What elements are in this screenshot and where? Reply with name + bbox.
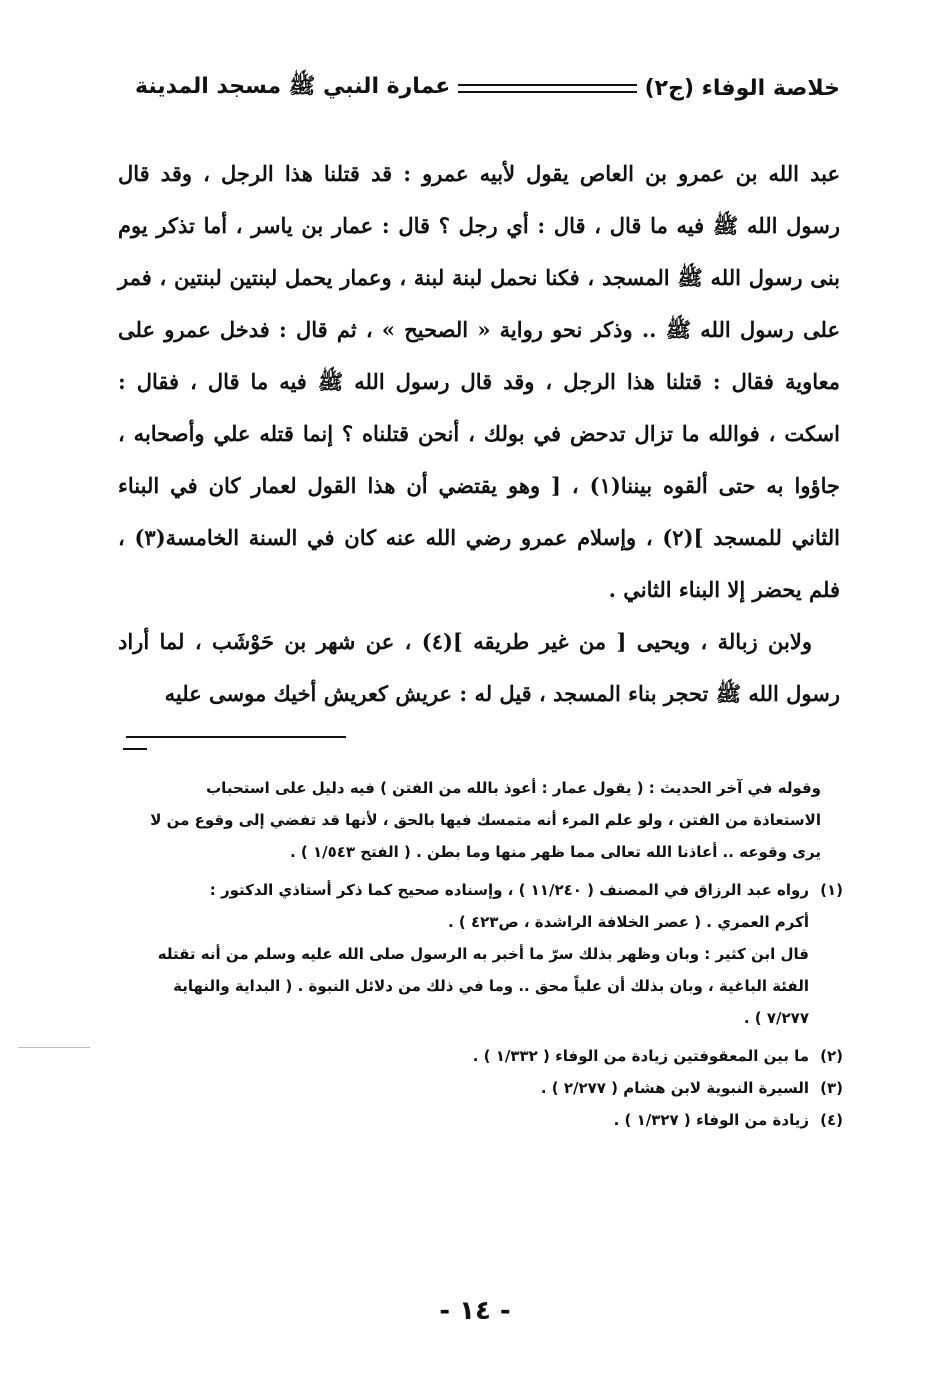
footnote-line: الاستعاذة من الفتن ، ولو علم المرء أنه متمسك فيها بالحق ، لأنها قد تفضي إلى وقوع من لا <box>150 811 821 829</box>
footnote-line: قال ابن كثير : وبان وظهر بذلك سرّ ما أخبر به الرسول صلى الله عليه وسلم من أنه تقتله <box>157 945 809 963</box>
footnote-number: (١) <box>820 881 843 899</box>
footnote-number: (٢) <box>820 1047 843 1065</box>
footnote-4 <box>118 1104 843 1136</box>
body-paragraph-1: عبد الله بن عمرو بن العاص يقول لأبيه عمرو : قد قتلنا هذا الرجل ، وقد قال رسول الله ﷺ فيه ما قال ، قال : أي رجل ؟ قال : عمار بن ياسر ، أما تذكر يوم بنى رسول الله ﷺ المسجد ، فكنا نحمل لبنة لبنة ، وعمار يحمل لبنتين لبنتين ، فمر على رسول الله ﷺ .. وذكر نحو رواية « الصحيح » ، ثم قال : فدخل عمرو على معاوية فقال : قتلنا هذا الرجل ، وقد قال رسول الله ﷺ فيه ما قال ، فقال : اسكت ، فوالله ما تزال تدحض في بولك ، أنحن قتلناه ؟ إنما قتله علي وأصحابه ، جاؤوا به حتى ألقوه بيننا(١) ، [ وهو يقتضي أن هذا القول لعمار كان في البناء الثاني للمسجد ](٢) ، وإسلام عمرو رضي الله عنه كان في السنة الخامسة(٣) ، فلم يحضر إلا البناء الثاني . <box>118 161 840 602</box>
footnote-2 <box>118 1040 843 1072</box>
footnote-line: وقوله في آخر الحديث : ( يقول عمار : أعوذ بالله من الفتن ) فيه دليل على استحباب <box>206 779 821 797</box>
section-title: عمارة النبي ﷺ مسجد المدينة <box>135 74 451 99</box>
footnote-number: (٣) <box>820 1079 843 1097</box>
footnote-line: السيرة النبوية لابن هشام ( ٢/٢٧٧ ) . <box>540 1079 809 1097</box>
footnote-separator <box>126 736 346 738</box>
footnote-line: ٧/٢٧٧ ) . <box>743 1009 809 1027</box>
header-rule <box>458 84 636 93</box>
footnote-line: ما بين المعقوفتين زيادة من الوفاء ( ١/٣٣٢ ) . <box>472 1047 809 1065</box>
page-number: - ١٤ - <box>439 1296 511 1326</box>
body-paragraph-2: ولابن زبالة ، ويحيى [ من غير طريقه ](٤) ، عن شهر بن حَوْشَب ، لما أراد رسول الله ﷺ تحجر بناء المسجد ، قيل له : عريش كعريش أخيك موسى عليه <box>118 629 840 706</box>
footnotes <box>118 772 843 1136</box>
footnote-1 <box>118 874 843 1034</box>
footnote-continuation-mark <box>123 748 147 750</box>
running-header <box>135 70 840 106</box>
footnote-line: أكرم العمري . ( عصر الخلافة الراشدة ، ص٤٢٣ ) . <box>447 913 809 931</box>
footnote-line: زيادة من الوفاء ( ١/٣٢٧ ) . <box>613 1111 809 1129</box>
main-text <box>118 148 840 720</box>
margin-mark <box>18 1047 90 1048</box>
footnote-line: يرى وقوعه .. أعاذنا الله تعالى مما ظهر منها وما بطن . ( الفتح ١/٥٤٣ ) . <box>289 843 821 861</box>
footnote-3 <box>118 1072 843 1104</box>
book-title: خلاصة الوفاء (ج٢) <box>644 75 840 101</box>
footnote-line: رواه عبد الرزاق في المصنف ( ١١/٢٤٠ ) ، وإسناده صحيح كما ذكر أستاذي الدكتور : <box>209 881 809 899</box>
footnote-line: الفئة الباغية ، وبان بذلك أن علياً محق .. وما في ذلك من دلائل النبوة . ( البداية والنهاية <box>173 977 809 995</box>
footnote-number: (٤) <box>820 1111 843 1129</box>
footnote-continuation <box>118 772 843 868</box>
